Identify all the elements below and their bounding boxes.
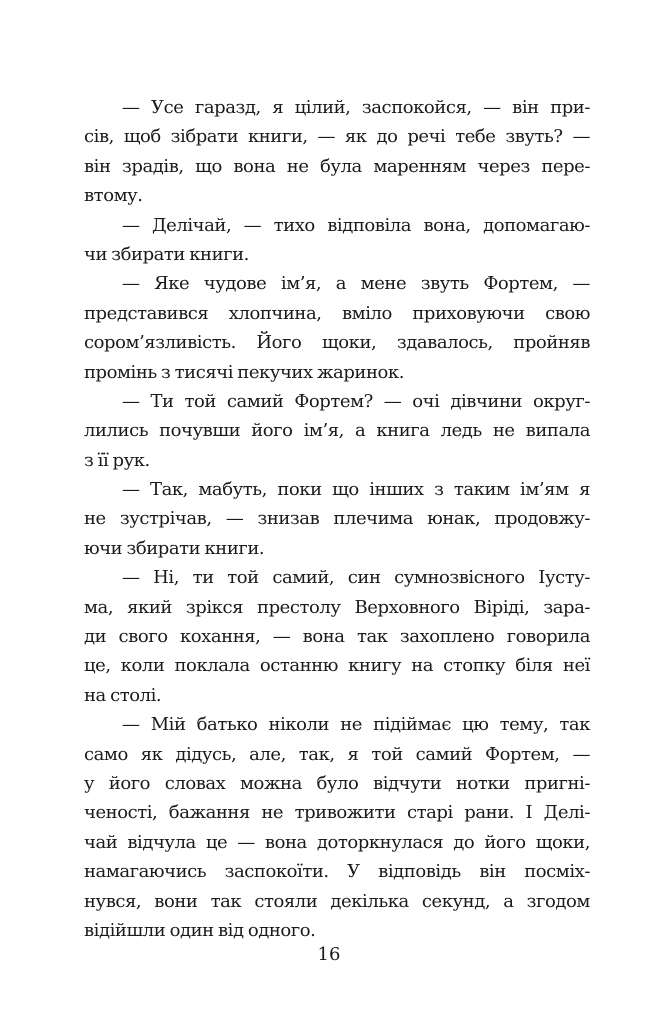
- text-line: — Усе гаразд, я цілий, заспокойся, — він при-: [122, 97, 590, 118]
- text-line: це, коли поклала останню книгу на стопку біля неї: [84, 655, 590, 677]
- text-line: — Так, мабуть, поки що інших з таким ім’ям я: [122, 479, 590, 501]
- text-line: на столі.: [84, 684, 162, 706]
- text-line: чи збирати книги.: [84, 243, 249, 265]
- text-line: чай відчула це — вона доторкнулася до його щоки,: [84, 831, 590, 853]
- text-line: — Ти той самий Фортем? — очі дівчини округ-: [122, 390, 590, 412]
- text-line: сів, щоб зібрати книги, — як до речі тебе звуть? —: [84, 126, 590, 148]
- paragraph: [84, 387, 590, 475]
- text-line: намагаючись заспокоїти. У відповідь він посміх-: [84, 861, 590, 883]
- text-line: — Делічай, — тихо відповіла вона, допомагаю-: [122, 214, 590, 236]
- text-line: лились почувши його ім’я, а книга ледь не випала: [84, 420, 590, 442]
- paragraph: [84, 475, 590, 563]
- text-line: ма, який зрікся престолу Верховного Віріді, зара-: [84, 596, 590, 618]
- text-line: — Мій батько ніколи не підіймає цю тему, так: [122, 714, 590, 736]
- paragraph: [84, 269, 590, 387]
- text-line: ди свого кохання, — вона так захоплено говорила: [84, 626, 590, 648]
- text-line: — Яке чудове ім’я, а мене звуть Фортем, —: [122, 273, 590, 295]
- text-line: ченості, бажання не тривожити старі рани. І Делі-: [84, 802, 590, 824]
- text-line: не зустрічав, — знизав плечима юнак, продовжу-: [84, 508, 590, 530]
- paragraph: [84, 211, 590, 270]
- text-line: — Ні, ти той самий, син сумнозвісного Іусту-: [122, 567, 590, 589]
- text-line: промінь з тисячі пекучих жаринок.: [84, 361, 404, 383]
- page-number: 16: [317, 944, 341, 965]
- body-text: [84, 93, 590, 945]
- paragraph: [84, 563, 590, 710]
- paragraph: [84, 710, 590, 945]
- text-line: втому.: [84, 185, 143, 207]
- text-line: з її рук.: [84, 449, 150, 471]
- text-line: нувся, вони так стояли декілька секунд, а згодом: [84, 890, 590, 912]
- text-line: він зрадів, що вона не була маренням через пере-: [84, 155, 590, 177]
- text-line: само як дідусь, але, так, я той самий Фортем, —: [84, 743, 590, 765]
- paragraph: [84, 93, 590, 211]
- text-line: у його словах можна було відчути нотки пригні-: [84, 772, 590, 794]
- text-line: відійшли один від одного.: [84, 919, 316, 941]
- text-line: сором’язливість. Його щоки, здавалось, пройняв: [84, 332, 590, 354]
- text-line: представився хлопчина, вміло приховуючи свою: [84, 302, 590, 324]
- text-line: ючи збирати книги.: [84, 537, 265, 559]
